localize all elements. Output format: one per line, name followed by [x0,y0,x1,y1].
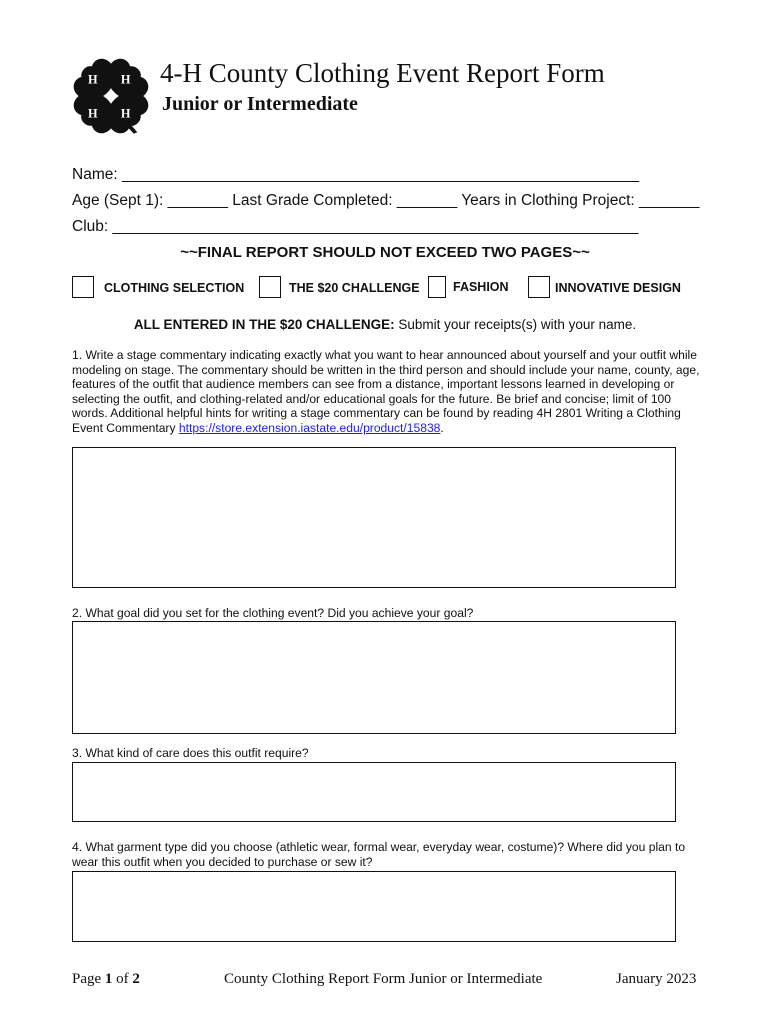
age-grade-years-field[interactable]: Age (Sept 1): _______ Last Grade Completed: _______ Years in Clothing Project: _______ [72,192,700,209]
page-title: 4-H County Clothing Event Report Form [160,58,605,88]
checkbox-label-fashion: FASHION [453,280,509,294]
club-field[interactable]: Club: _____________________________________________________________ [72,218,639,235]
answer-box-4[interactable] [72,871,676,942]
question-3: 3. What kind of care does this outfit require? [72,746,309,760]
question-2: 2. What goal did you set for the clothing event? Did you achieve your goal? [72,606,474,620]
svg-text:H: H [88,72,98,87]
footer-date: January 2023 [616,971,697,987]
checkbox-clothing-selection[interactable] [72,276,94,298]
page-total: 2 [132,971,140,987]
question-1-text: 1. Write a stage commentary indicating exactly what you want to hear announced about yourself and your outfit while modeling on stage. The commentary should be written in the third person and should include your name, county, age, features of the outfit that audience members can see from a distance, important lessons learned in developing or selecting the outfit, and clothing-related and/or educational goals for the future. Be brief and concise; limit of 100 words. Additional helpful hints for writing a stage commentary can be found by reading 4H 2801 Writing a Clothing Event Commentary [72,348,700,435]
question-1 [72,348,702,436]
question-1-end: . [440,420,444,435]
checkbox-label-innovative-design: INNOVATIVE DESIGN [555,281,681,295]
page-subtitle: Junior or Intermediate [162,93,358,115]
answer-box-2[interactable] [72,621,676,734]
checkbox-20-challenge[interactable] [259,276,281,298]
checkbox-label-clothing-selection: CLOTHING SELECTION [104,281,245,295]
answer-box-1[interactable] [72,447,676,588]
page-of: of [112,971,133,987]
page-prefix: Page [72,971,105,987]
checkbox-fashion[interactable] [428,276,446,298]
challenge-note-text: Submit your receipts(s) with your name. [394,317,637,332]
checkbox-innovative-design[interactable] [528,276,550,298]
svg-text:H: H [120,106,131,121]
4h-clover-logo [70,54,152,138]
checkbox-label-20-challenge: THE $20 CHALLENGE [289,281,420,295]
final-report-note: ~~FINAL REPORT SHOULD NOT EXCEED TWO PAGES~~ [180,244,590,261]
answer-box-3[interactable] [72,762,676,822]
footer-title: County Clothing Report Form Junior or Intermediate [224,971,543,987]
page-number [72,969,140,989]
name-field[interactable]: Name: ____________________________________________________________ [72,166,640,183]
challenge-note-bold: ALL ENTERED IN THE $20 CHALLENGE: [133,317,395,332]
commentary-guide-link[interactable]: https://store.extension.iastate.edu/product/15838 [178,420,441,435]
svg-text:H: H [88,106,98,121]
svg-text:H: H [120,72,131,87]
challenge-note [0,316,770,334]
page-current: 1 [104,971,113,987]
question-4: 4. What garment type did you choose (athletic wear, formal wear, everyday wear, costume)? Where did you plan to wear this outfit when you decided to purchase or sew it? [72,840,686,869]
